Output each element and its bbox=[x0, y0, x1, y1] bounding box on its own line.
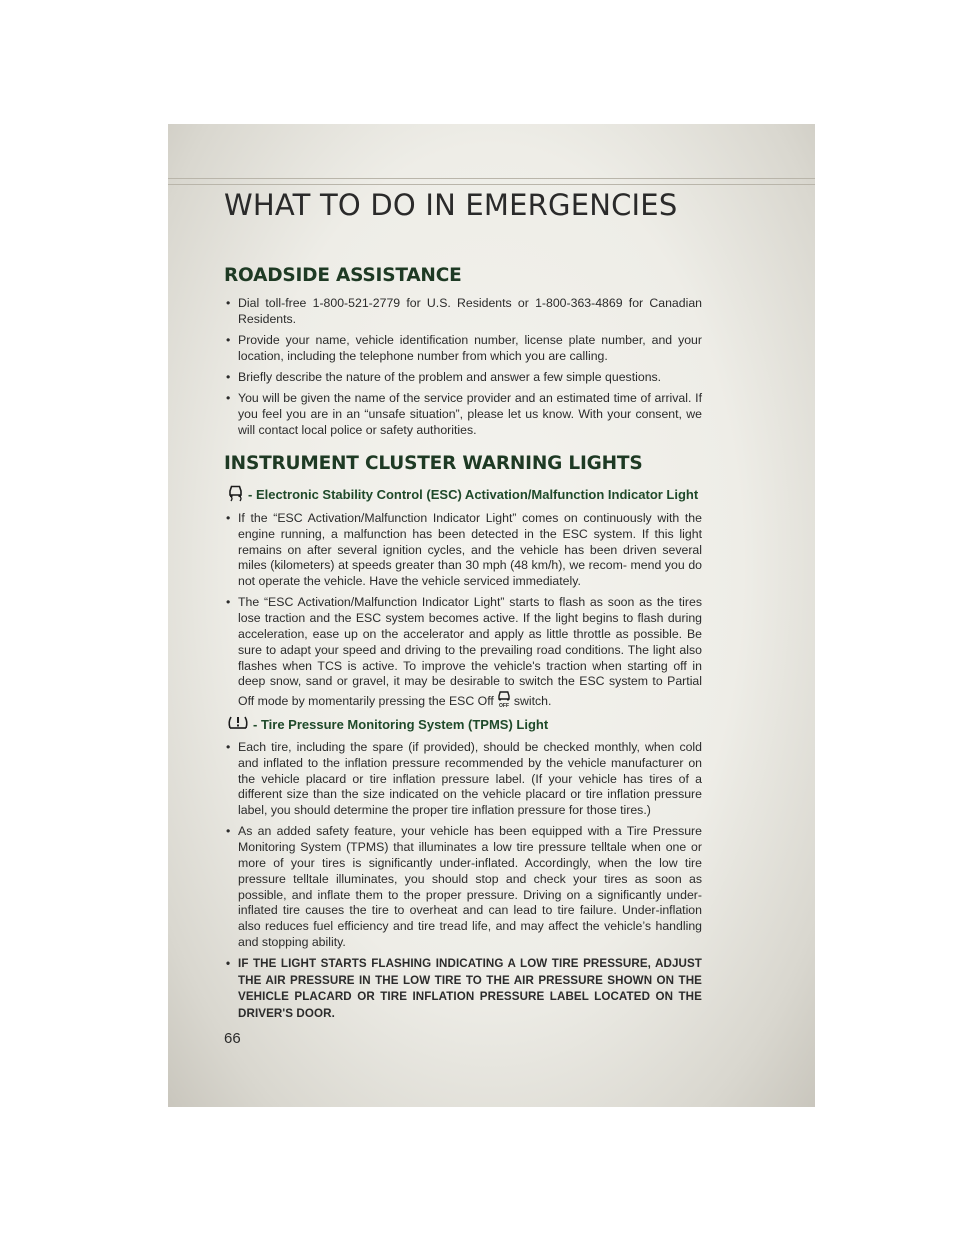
header-rule-bottom bbox=[168, 184, 815, 185]
esc-list bbox=[224, 511, 702, 719]
tpms-subheading-text: - Tire Pressure Monitoring System (TPMS) Light bbox=[253, 716, 549, 732]
cluster-heading: INSTRUMENT CLUSTER WARNING LIGHTS bbox=[224, 453, 643, 474]
roadside-heading: ROADSIDE ASSISTANCE bbox=[224, 265, 462, 286]
list-item: • Briefly describe the nature of the problem and answer a few simple questions. bbox=[224, 370, 702, 386]
list-item: • You will be given the name of the service provider and an estimated time of arrival. If you feel you are in an “unsafe situation”, please let us know. With your consent, we will contact local police or safety authorities. bbox=[224, 391, 702, 438]
tpms-list bbox=[224, 740, 702, 1028]
list-item: • If the “ESC Activation/Malfunction Indicator Light” comes on continuously with the engine running, a malfunction has been detected in the ESC system. If this light remains on after several ignition cycles, and the vehicle has been driven several miles (kilometers) at speeds greater than 30 mph (48 km/h), we recom- mend you do not operate the vehicle. Have the vehicle serviced immediately. bbox=[224, 511, 702, 590]
list-item-warning: • IF THE LIGHT STARTS FLASHING INDICATING A LOW TIRE PRESSURE, ADJUST THE AIR PRESSURE IN THE LOW TIRE TO THE AIR PRESSURE SHOWN ON THE VEHICLE PLACARD OR TIRE INFLATION PRESSURE LABEL LOCATED ON THE DRIVER'S DOOR. bbox=[224, 956, 702, 1022]
list-item: • Dial toll-free 1-800-521-2779 for U.S. Residents or 1-800-363-4869 for Canadian Residents. bbox=[224, 296, 702, 328]
svg-text:OFF: OFF bbox=[498, 703, 509, 709]
header-rule-top bbox=[168, 178, 815, 179]
page-title: WHAT TO DO IN EMERGENCIES bbox=[224, 188, 678, 222]
esc-subheading bbox=[227, 484, 698, 505]
roadside-list bbox=[224, 296, 702, 444]
list-item: • Provide your name, vehicle identification number, license plate number, and your location, including the telephone number from which you are calling. bbox=[224, 333, 702, 365]
page-number: 66 bbox=[224, 1030, 241, 1047]
tpms-subheading bbox=[227, 714, 548, 734]
list-item: • Each tire, including the spare (if provided), should be checked monthly, when cold and inflated to the inflation pressure recommended by the vehicle manufacturer on the vehicle placard or tire inflation pressure label. (If your vehicle has tires of a different size than the size indicated on the vehicle placard or tire inflation pressure label, you should determine the proper tire inflation pressure for those tires.) bbox=[224, 740, 702, 819]
list-item: • As an added safety feature, your vehicle has been equipped with a Tire Pressure Monitoring System (TPMS) that illuminates a low tire pressure telltale when one or more of your tires is significantly under-inflated. Accordingly, when the low tire pressure telltale illuminates, you should stop and check your tires as soon as possible, and inflate them to the proper pressure. Driving on a significantly under-inflated tire causes the tire to overheat and can lead to tire failure. Under-inflation also reduces fuel efficiency and tire tread life, and may affect the vehicle’s handling and stopping ability. bbox=[224, 824, 702, 950]
list-item-text: The “ESC Activation/Malfunction Indicator Light” starts to flash as soon as the tires lose traction and the ESC system becomes active. If the light begins to flash during acceleration, ease up on the accelerator and apply as little throttle as possible. Be sure to adapt your speed and driving to the prevailing road conditions. The light also flashes when TCS is active. To improve the vehicle's traction when starting off in deep snow, sand or gravel, it may be desirable to switch the ESC system to Partial Off mode by momentarily pressing the ESC Off bbox=[238, 595, 702, 709]
tpms-warning-icon bbox=[227, 714, 249, 734]
esc-skid-car-icon bbox=[227, 484, 244, 505]
list-item bbox=[224, 595, 702, 713]
esc-subheading-text: - Electronic Stability Control (ESC) Activation/Malfunction Indicator Light bbox=[248, 487, 699, 502]
list-item-suffix: switch. bbox=[513, 694, 552, 709]
esc-off-icon bbox=[496, 690, 512, 713]
